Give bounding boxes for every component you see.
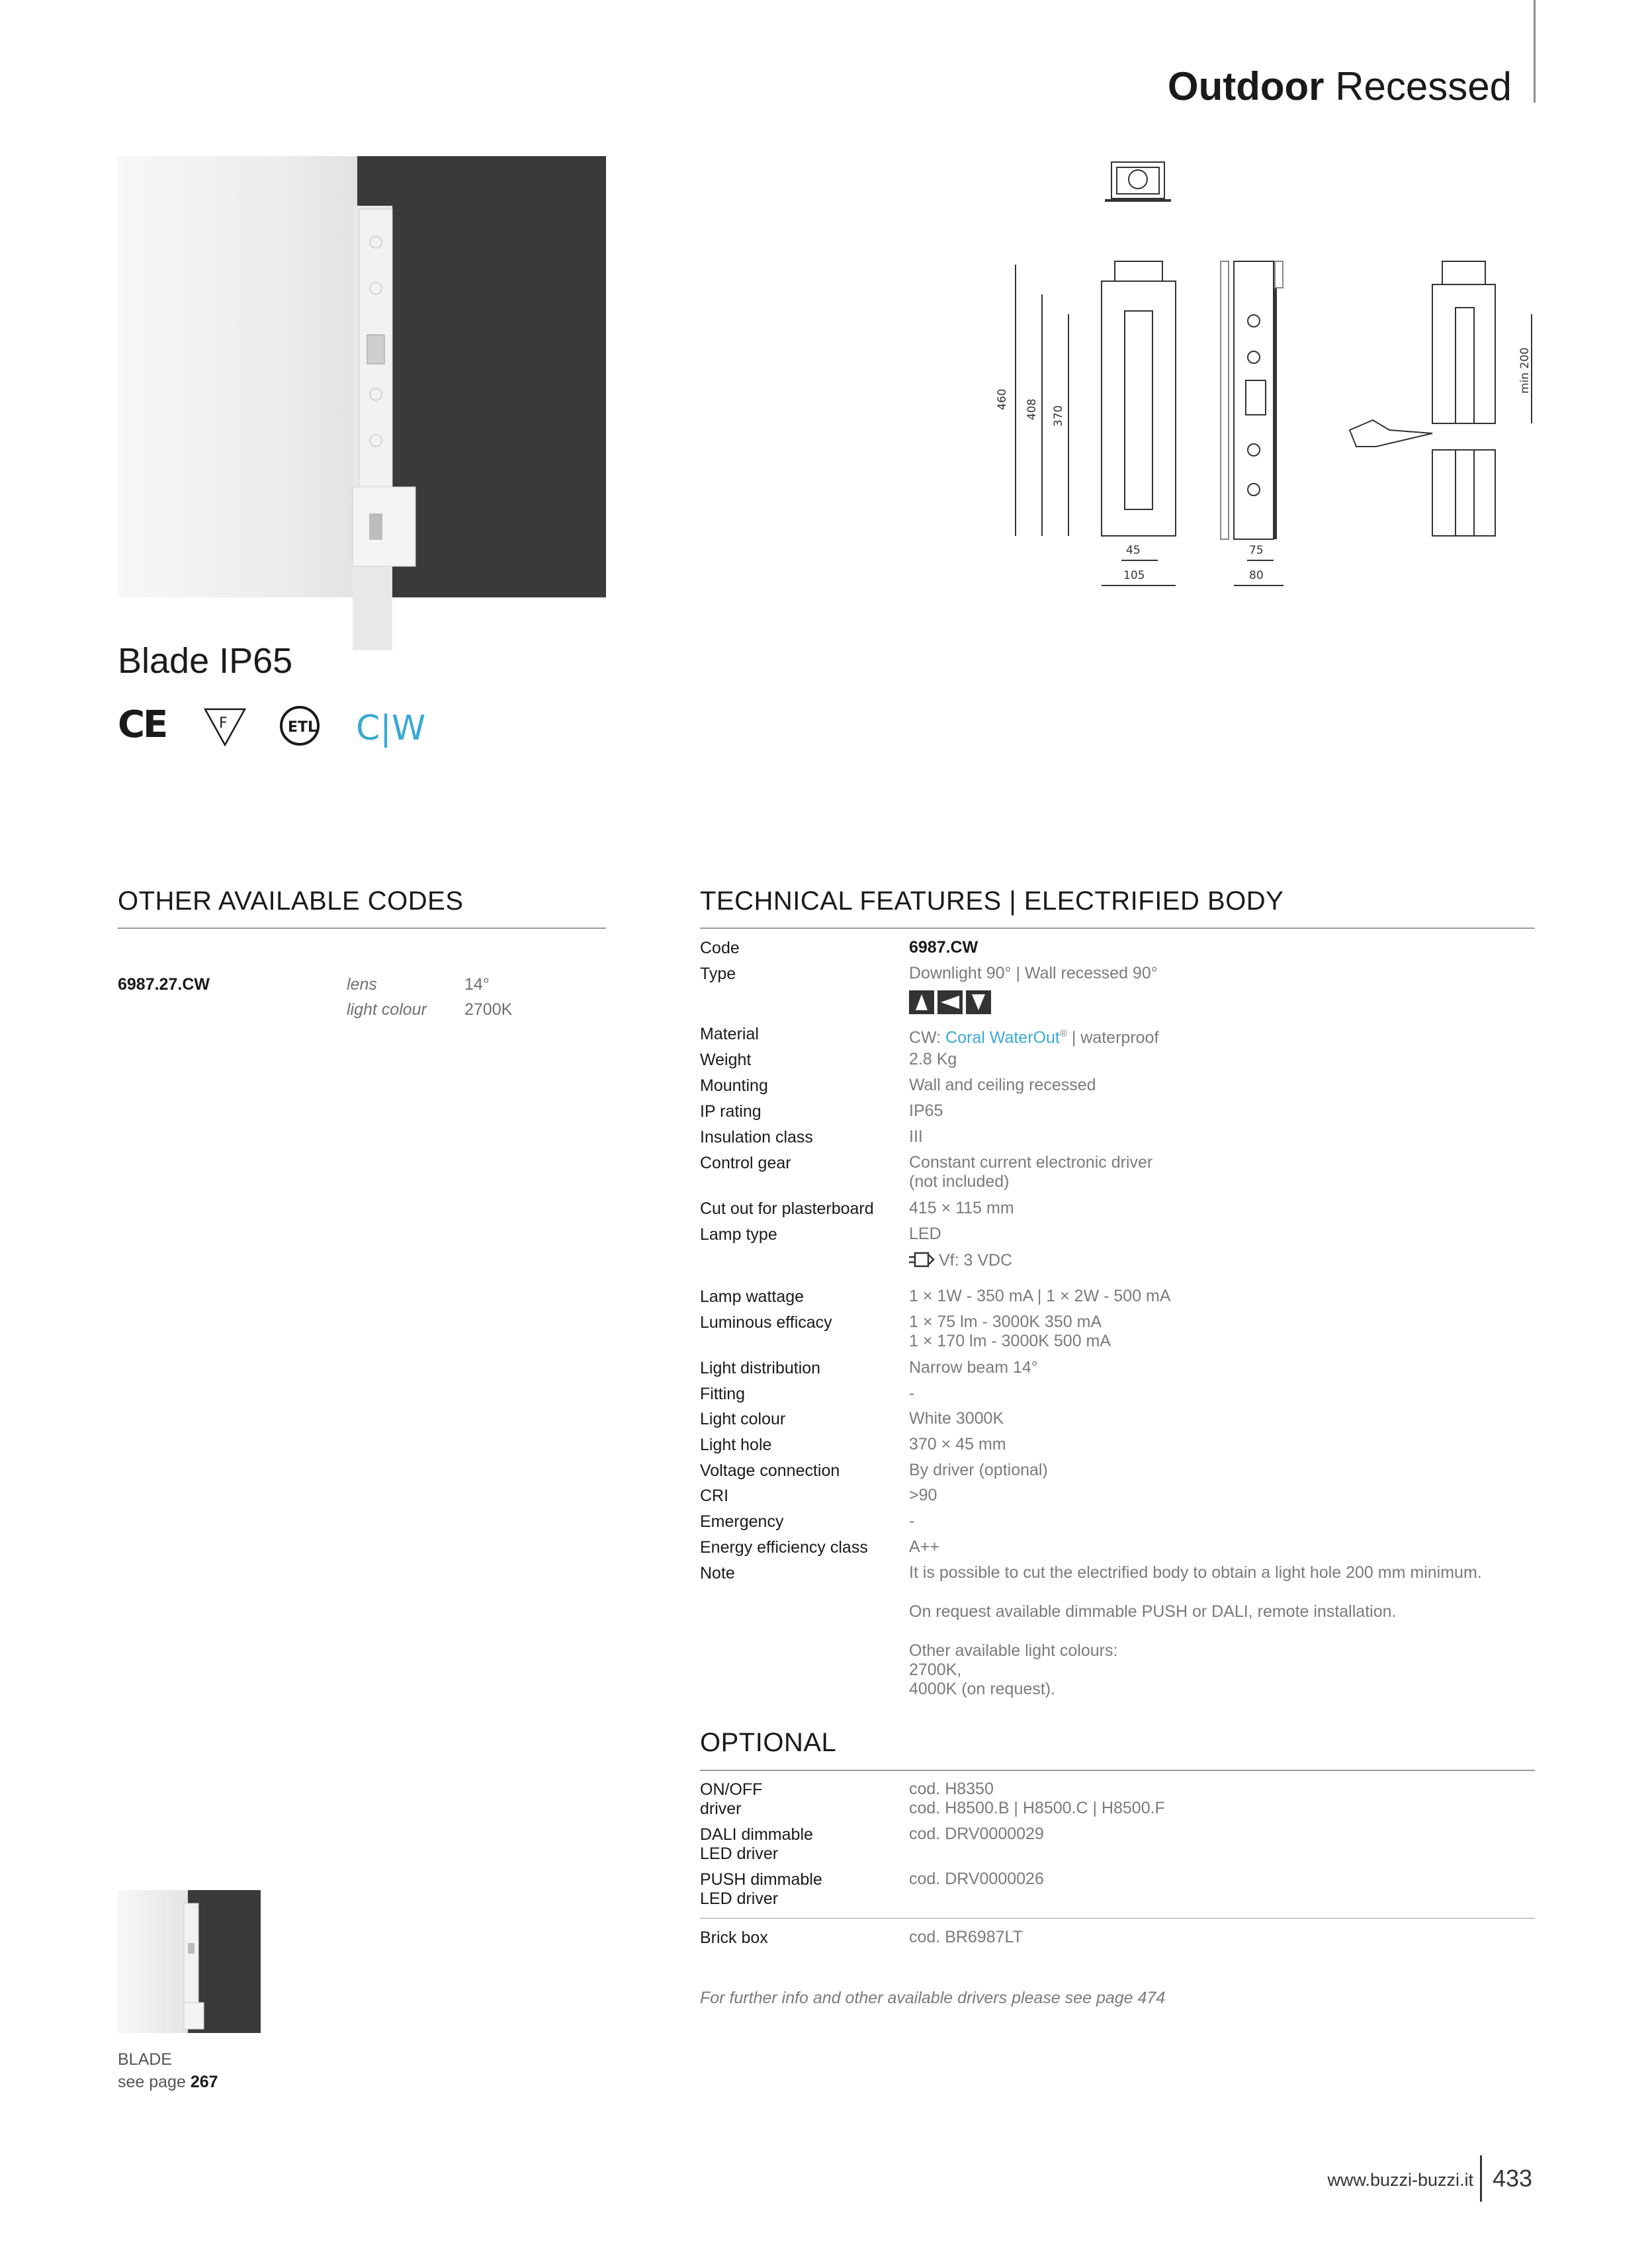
downlight-icon	[909, 990, 934, 1014]
product-photo	[118, 156, 606, 597]
note-line: 2700K,	[909, 1661, 962, 1679]
optional-label-line2: driver	[700, 1799, 742, 1818]
vf-value: Vf: 3 VDC	[938, 1251, 1013, 1270]
optional-rule	[700, 1770, 1535, 1771]
dim-408: 408	[1025, 398, 1039, 420]
light-colour-label: light colour	[347, 1000, 427, 1019]
spec-value: -	[909, 1512, 915, 1530]
spec-label: Light hole	[700, 1436, 772, 1454]
certification-marks	[118, 703, 426, 749]
footer-url[interactable]: www.buzzi-buzzi.it	[1327, 2170, 1473, 2190]
spec-value-line2	[909, 1251, 1012, 1270]
optional-value: cod. DRV0000026	[909, 1870, 1044, 1888]
spec-label: Emergency	[700, 1512, 784, 1531]
spec-label: Cut out for plasterboard	[700, 1199, 874, 1218]
spec-value: White 3000K	[909, 1409, 1004, 1428]
spec-label: IP rating	[700, 1102, 761, 1121]
optional-value: cod. BR6987LT	[909, 1928, 1023, 1946]
spec-value: III	[909, 1127, 923, 1146]
spec-value: 370 × 45 mm	[909, 1435, 1006, 1453]
other-codes-heading: OTHER AVAILABLE CODES	[118, 887, 464, 916]
page-number: 433	[1493, 2165, 1533, 2192]
spec-value: By driver (optional)	[909, 1461, 1048, 1479]
dim-75: 75	[1249, 544, 1264, 557]
ce-mark-icon	[118, 703, 168, 746]
category-light: Recessed	[1335, 64, 1512, 108]
spec-label: Lamp wattage	[700, 1287, 804, 1306]
optional-label-line2: LED driver	[700, 1844, 779, 1863]
related-see-page[interactable]: see page 267	[118, 2073, 218, 2091]
dim-min-200: min 200	[1518, 347, 1532, 394]
thumb-fixture	[184, 1890, 224, 2033]
further-info: For further info and other available drivers please see page 474	[700, 1989, 1166, 2007]
spec-label: Light distribution	[700, 1359, 821, 1377]
category-bold: Outdoor	[1167, 64, 1325, 108]
spec-label: Insulation class	[700, 1128, 813, 1147]
spec-value: A++	[909, 1537, 939, 1556]
other-codes-rule	[118, 928, 606, 929]
spec-label: Energy efficiency class	[700, 1538, 868, 1557]
spec-value: CW: Coral WaterOut® | waterproof	[909, 1028, 1159, 1047]
spec-value: Constant current electronic driver	[909, 1153, 1153, 1172]
category-title	[1168, 64, 1512, 109]
spec-label: Note	[700, 1564, 735, 1582]
etl-mark-icon	[281, 707, 318, 744]
technical-rule	[700, 928, 1535, 929]
dim-460: 460	[996, 388, 1009, 410]
related-product-label	[118, 2048, 218, 2093]
optional-label: ON/OFF	[700, 1780, 763, 1799]
spec-value: Downlight 90° | Wall recessed 90°	[909, 964, 1158, 982]
spec-value-line2: 1 × 170 lm - 3000K 500 mA	[909, 1332, 1111, 1350]
downlight-down-icon	[966, 990, 991, 1014]
spec-value: It is possible to cut the electrified body to obtain a light hole 200 mm minimum.	[909, 1563, 1482, 1582]
spec-value: Narrow beam 14°	[909, 1358, 1038, 1377]
dim-370: 370	[1052, 405, 1065, 427]
spec-value: 1 × 1W - 350 mA | 1 × 2W - 500 mA	[909, 1287, 1171, 1305]
fixture-illustration	[353, 156, 538, 597]
photo-wall	[118, 156, 357, 597]
light-colour-value: 2700K	[464, 1000, 513, 1019]
dim-45: 45	[1126, 544, 1141, 557]
spec-value: >90	[909, 1486, 937, 1504]
material-suffix: | waterproof	[1066, 1028, 1159, 1047]
related-page-number: 267	[190, 2073, 218, 2091]
svg-text:E: E	[143, 703, 169, 746]
thumb-wall	[118, 1890, 188, 2033]
spec-label: Material	[700, 1025, 759, 1043]
spec-label: Voltage connection	[700, 1461, 840, 1480]
spec-value: IP65	[909, 1102, 943, 1120]
optional-label: DALI dimmable	[700, 1825, 813, 1844]
lens-label: lens	[347, 975, 377, 994]
material-link[interactable]: Coral WaterOut	[945, 1028, 1060, 1047]
cw-mark-icon	[356, 709, 425, 748]
wall-recessed-icon	[937, 990, 963, 1014]
optional-divider	[700, 1918, 1535, 1919]
dim-105: 105	[1123, 569, 1145, 582]
spec-label: Weight	[700, 1051, 752, 1069]
svg-text:ETL: ETL	[288, 719, 318, 736]
spec-value: LED	[909, 1225, 941, 1243]
led-driver-icon	[909, 1251, 934, 1268]
optional-label-line2: LED driver	[700, 1889, 779, 1908]
optional-label: Brick box	[700, 1928, 768, 1947]
spec-label: Luminous efficacy	[700, 1313, 832, 1332]
material-prefix: CW:	[909, 1028, 946, 1047]
spec-label: Mounting	[700, 1076, 768, 1095]
related-product-thumbnail[interactable]	[118, 1890, 261, 2033]
spec-value-line2: (not included)	[909, 1172, 1010, 1191]
svg-text:C|W: C|W	[356, 709, 426, 748]
product-name: Blade IP65	[118, 641, 293, 681]
note-line: 4000K (on request).	[909, 1680, 1055, 1698]
svg-text:F: F	[219, 715, 228, 732]
spec-value: 6987.CW	[909, 938, 978, 957]
spec-label: Code	[700, 939, 740, 957]
optional-value-line2: cod. H8500.B | H8500.C | H8500.F	[909, 1799, 1165, 1817]
technical-heading: TECHNICAL FEATURES | ELECTRIFIED BODY	[700, 887, 1284, 916]
mounting-type-icons	[909, 990, 991, 1016]
spec-value: 2.8 Kg	[909, 1050, 957, 1068]
spec-label: CRI	[700, 1487, 729, 1505]
spec-value: -	[909, 1384, 915, 1403]
dim-80: 80	[1249, 569, 1264, 582]
spec-value: Wall and ceiling recessed	[909, 1076, 1096, 1094]
spec-label: Type	[700, 965, 736, 983]
technical-drawing	[996, 149, 1548, 612]
spec-label: Control gear	[700, 1154, 791, 1172]
spec-label: Fitting	[700, 1385, 746, 1403]
spec-value: 415 × 115 mm	[909, 1199, 1014, 1217]
lens-value: 14°	[464, 975, 490, 994]
optional-label: PUSH dimmable	[700, 1870, 822, 1889]
spec-value: 1 × 75 lm - 3000K 350 mA	[909, 1313, 1102, 1331]
optional-value: cod. DRV0000029	[909, 1825, 1044, 1843]
f-mark-icon	[205, 709, 245, 745]
svg-text:C: C	[118, 703, 146, 746]
footer-divider	[1480, 2155, 1482, 2202]
other-code: 6987.27.CW	[118, 975, 210, 994]
spec-label: Light colour	[700, 1410, 786, 1428]
note-line: On request available dimmable PUSH or DALI, remote installation.	[909, 1602, 1397, 1621]
spec-label: Lamp type	[700, 1225, 777, 1244]
optional-heading: OPTIONAL	[700, 1728, 837, 1757]
related-product-name: BLADE	[118, 2050, 172, 2069]
header-divider	[1534, 0, 1536, 103]
optional-value: cod. H8350	[909, 1780, 994, 1798]
note-line: Other available light colours:	[909, 1641, 1118, 1660]
